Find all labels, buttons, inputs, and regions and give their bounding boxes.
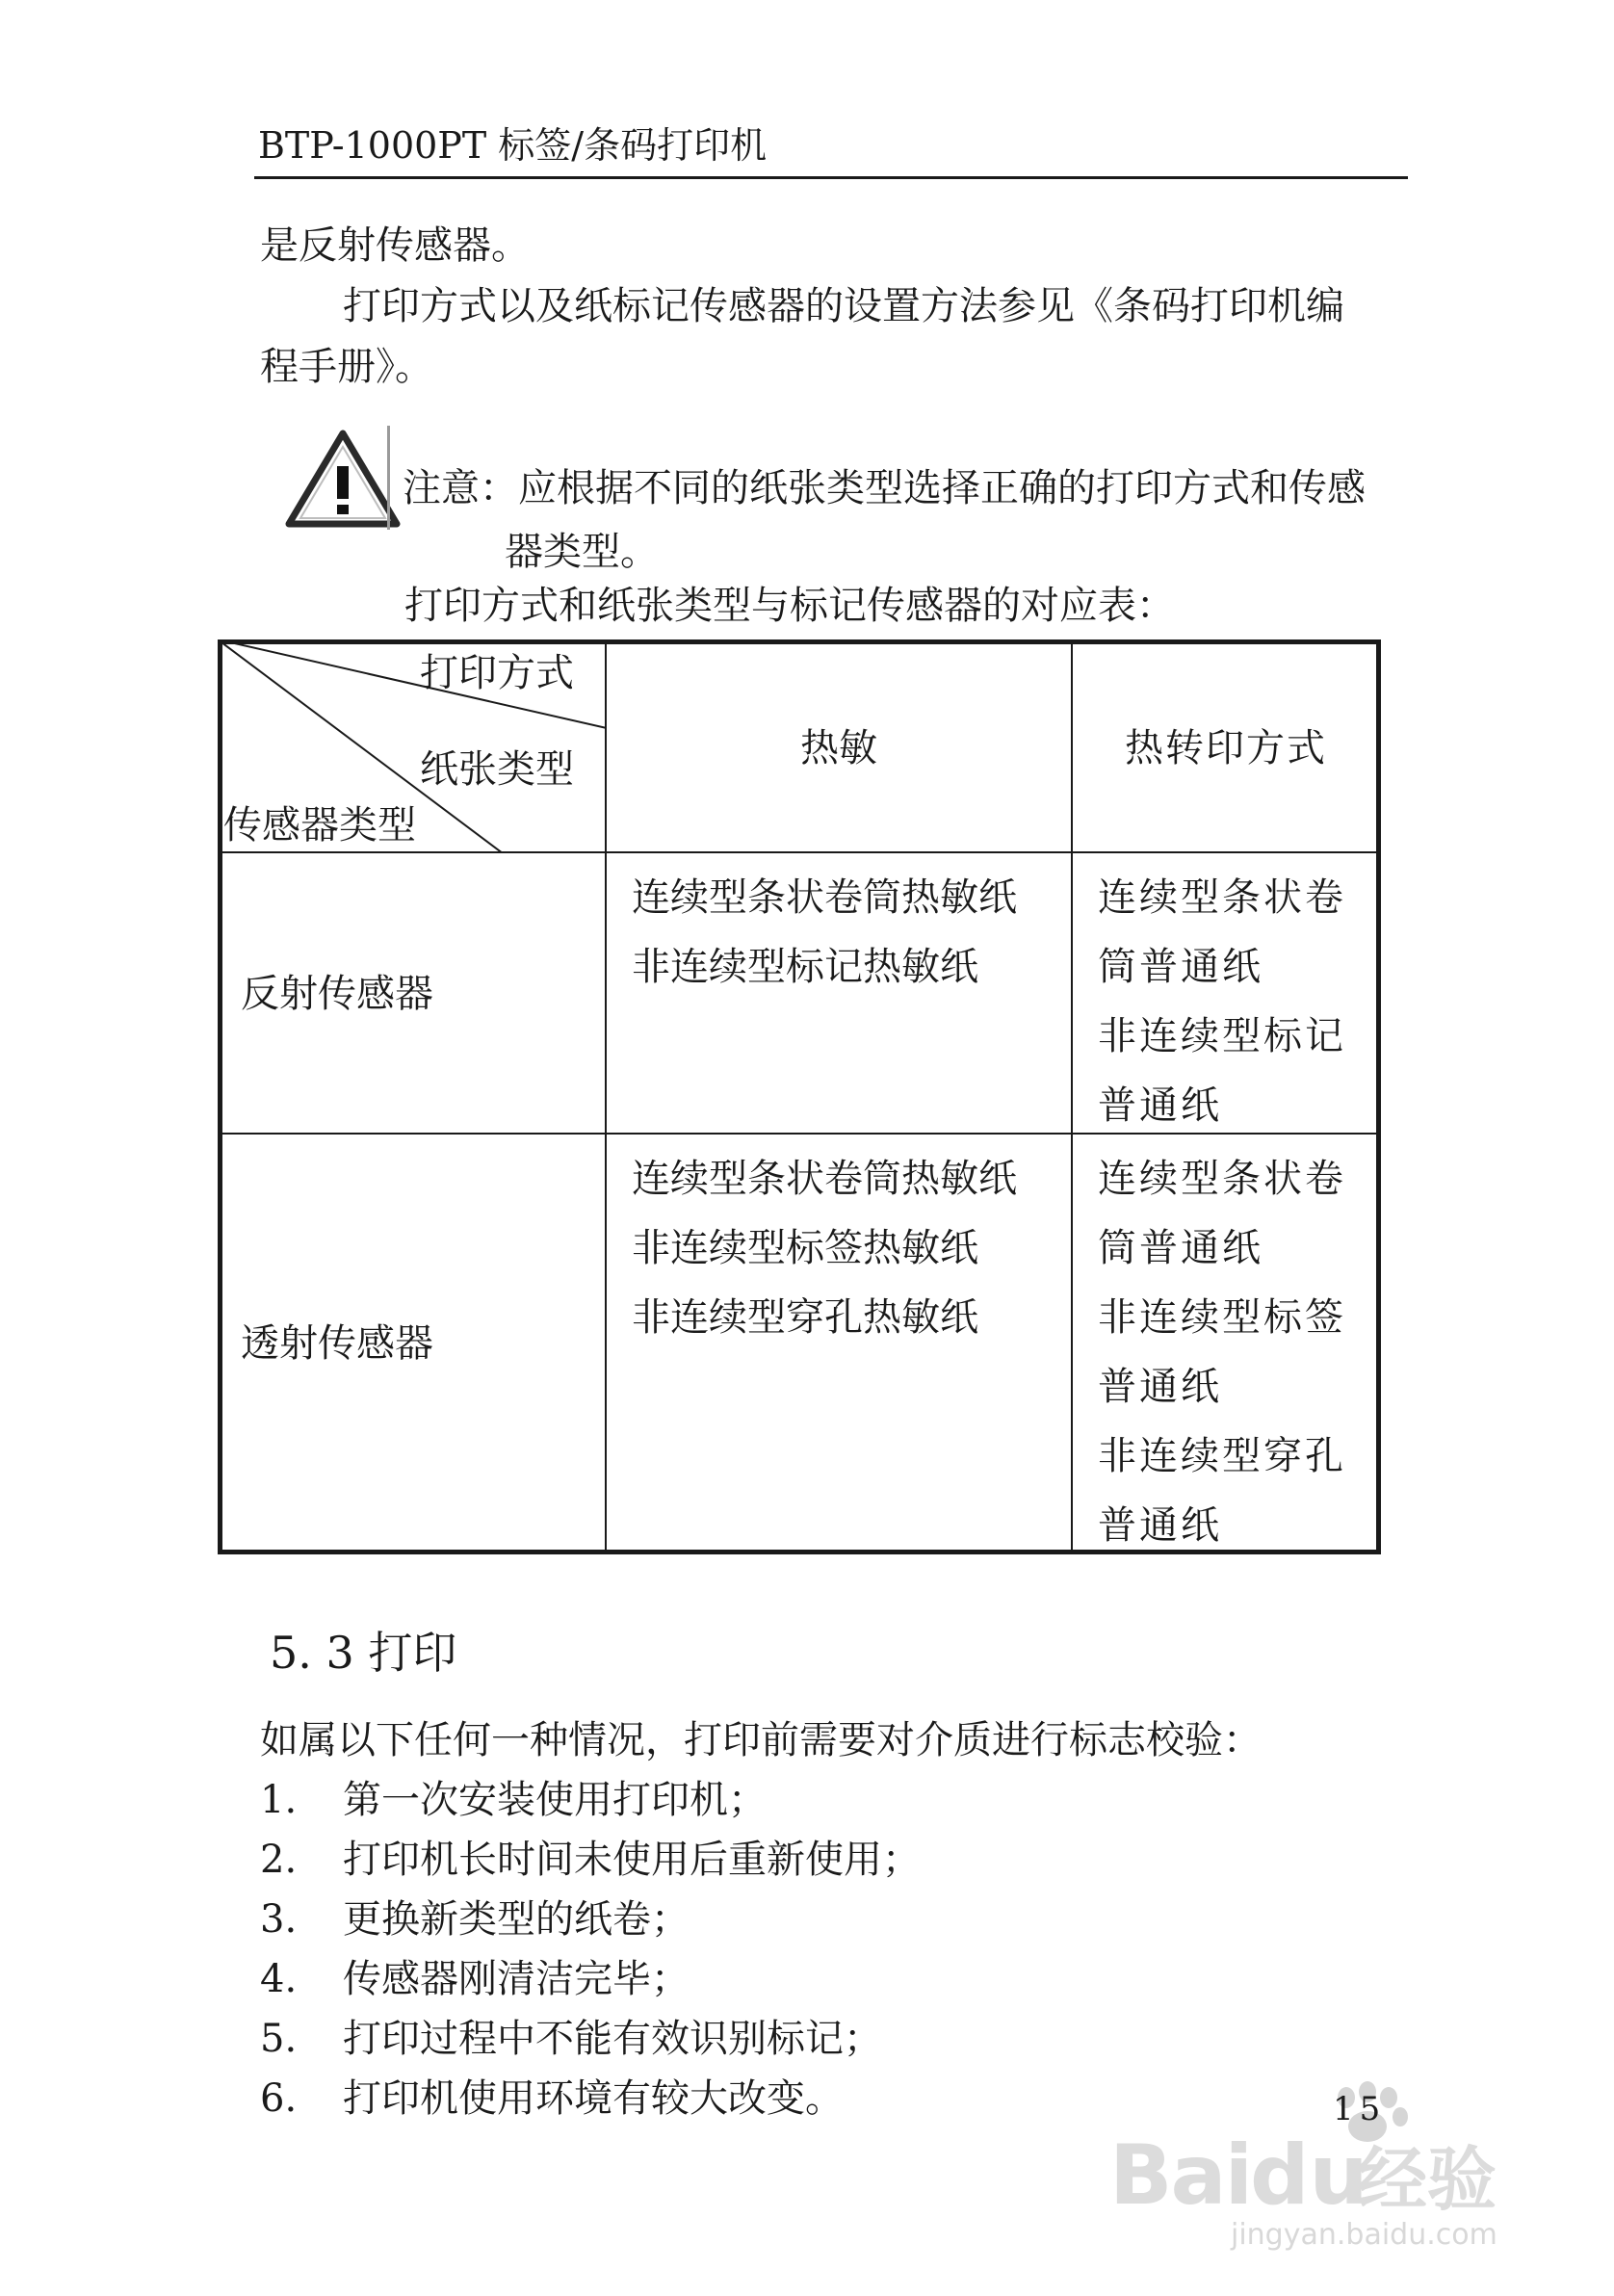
- cell-line: 普通纸: [1098, 1083, 1222, 1128]
- svg-text:Bai: Bai: [1109, 2127, 1252, 2224]
- cell-reflective-transfer: [1098, 863, 1346, 1140]
- list-item-number: 4.: [260, 1957, 298, 2001]
- corner-label-sensor-type: 传感器类型: [223, 803, 416, 848]
- cell-transmissive-thermal: [632, 1144, 1017, 1352]
- cell-line: 非连续型穿孔: [1098, 1434, 1346, 1478]
- list-item-text: 传感器刚清洁完毕；: [343, 1957, 690, 2001]
- list-item-number: 5.: [260, 2017, 298, 2061]
- paragraph-line-2: 打印方式以及纸标记传感器的设置方法参见《条码打印机编: [343, 284, 1344, 328]
- cell-line: 非连续型标签: [1098, 1295, 1346, 1340]
- row-label-transmissive: 透射传感器: [241, 1321, 433, 1366]
- row-label-reflective: 反射传感器: [241, 972, 433, 1016]
- cell-line: 普通纸: [1098, 1503, 1222, 1548]
- svg-text:jingyan.baidu.com: jingyan.baidu.com: [1231, 2218, 1497, 2252]
- column-header-thermal-transfer: 热转印方式: [1125, 726, 1327, 770]
- corner-label-paper-type: 纸张类型: [420, 747, 574, 792]
- condition-list: [260, 1776, 1223, 2142]
- column-header-thermal: 热敏: [800, 726, 877, 770]
- list-item-number: 1.: [260, 1778, 298, 1822]
- cell-reflective-thermal: [632, 863, 1017, 1002]
- section-title: 5. 3 打印: [270, 1627, 457, 1679]
- section-intro: 如属以下任何一种情况，打印前需要对介质进行标志校验：: [260, 1718, 1262, 1762]
- list-item-number: 6.: [260, 2076, 298, 2121]
- note-line-1: 注意：应根据不同的纸张类型选择正确的打印方式和传感: [403, 466, 1366, 510]
- list-item-text: 打印过程中不能有效识别标记；: [343, 2017, 882, 2061]
- header-rule: [254, 176, 1408, 179]
- list-item-text: 打印机使用环境有较大改变。: [343, 2076, 844, 2121]
- cell-line: 筒普通纸: [1098, 945, 1263, 989]
- table-caption: 打印方式和纸张类型与标记传感器的对应表：: [404, 584, 1175, 628]
- cell-line: 连续型条状卷筒热敏纸: [632, 875, 1017, 920]
- baidu-jingyan-watermark: [1106, 2069, 1510, 2252]
- list-item-text: 第一次安装使用打印机；: [343, 1778, 767, 1822]
- header-title: BTP-1000PT 标签/条码打印机: [258, 124, 768, 167]
- note-divider: [387, 426, 390, 530]
- cell-line: 筒普通纸: [1098, 1226, 1263, 1270]
- cell-line: 非连续型穿孔热敏纸: [632, 1295, 978, 1340]
- cell-line: 非连续型标记: [1098, 1014, 1346, 1058]
- svg-text:经验: 经验: [1358, 2139, 1497, 2220]
- warning-icon: [281, 424, 404, 532]
- paragraph-line-1: 是反射传感器。: [260, 223, 530, 268]
- cell-line: 连续型条状卷: [1098, 1157, 1346, 1201]
- list-item-text: 打印机长时间未使用后重新使用；: [343, 1838, 921, 1882]
- cell-line: 非连续型标记热敏纸: [632, 945, 978, 989]
- paragraph-line-3: 程手册》。: [260, 345, 433, 389]
- page-number: 15: [1333, 2090, 1387, 2128]
- cell-line: 连续型条状卷筒热敏纸: [632, 1157, 1017, 1201]
- svg-text:du: du: [1250, 2127, 1368, 2224]
- list-item-number: 3.: [260, 1897, 298, 1942]
- note-line-2: 器类型。: [505, 530, 659, 574]
- cell-line: 非连续型标签热敏纸: [632, 1226, 978, 1270]
- cell-line: 普通纸: [1098, 1365, 1222, 1409]
- corner-label-print-mode: 打印方式: [420, 651, 574, 695]
- cell-line: 连续型条状卷: [1098, 875, 1346, 920]
- cell-transmissive-transfer: [1098, 1144, 1346, 1560]
- table-vline-2: [1071, 639, 1073, 1554]
- list-item-text: 更换新类型的纸卷；: [343, 1897, 690, 1942]
- list-item-number: 2.: [260, 1838, 298, 1882]
